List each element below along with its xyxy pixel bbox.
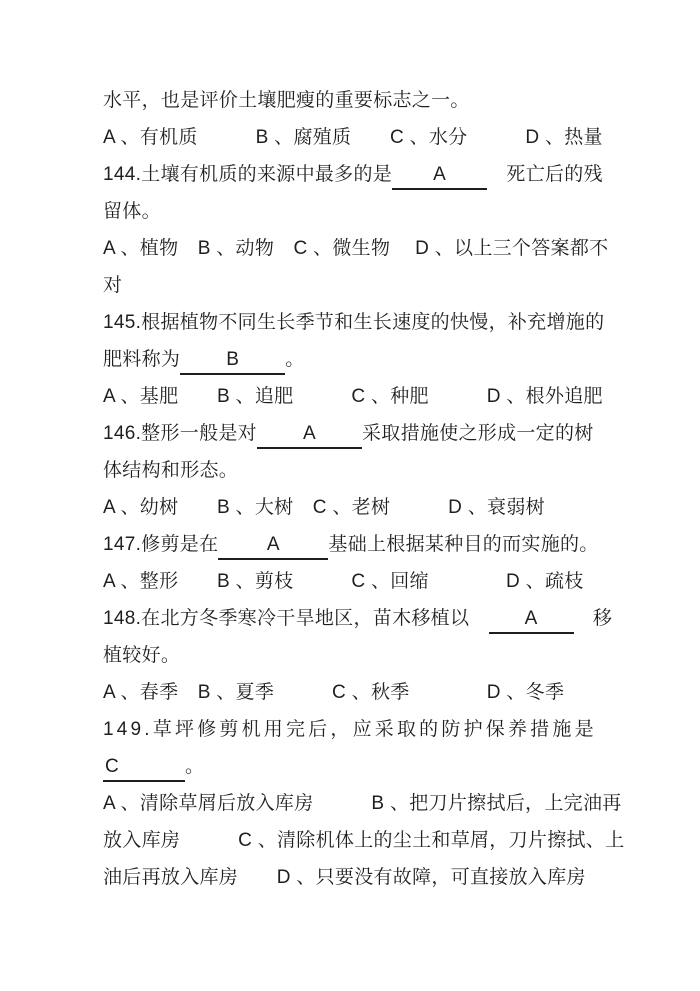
q146-stem xyxy=(103,415,613,452)
text-segment: 水平，也是评价土壤肥瘦的重要标志之一。 xyxy=(103,90,470,111)
q144-options xyxy=(103,230,613,267)
text-segment: 死亡后的残 xyxy=(487,164,603,185)
text-segment: A 、幼树 B 、大树 C 、老树 D 、衰弱树 xyxy=(103,497,545,518)
q145-stem-cont xyxy=(103,341,613,378)
text-segment: 采取措施使之形成一定的树 xyxy=(361,423,594,444)
q143-stem-cont xyxy=(103,82,613,119)
q149-stem xyxy=(103,711,613,748)
answer-blank: A xyxy=(218,532,328,560)
text-segment: A 、基肥 B 、追肥 C 、种肥 D 、根外追肥 xyxy=(103,386,603,407)
q148-stem xyxy=(103,600,613,637)
text-segment: 留体。 xyxy=(103,201,161,222)
text-segment: 油后再放入库房 D 、只要没有故障，可直接放入库房 xyxy=(103,867,586,888)
text-segment: 放入库房 C 、清除机体上的尘土和草屑，刀片擦拭、上 xyxy=(103,830,625,851)
q149-options xyxy=(103,785,622,822)
q148-stem-cont xyxy=(103,637,613,674)
q147-options xyxy=(103,563,613,600)
q144-options-cont xyxy=(103,267,613,304)
text-segment: 对 xyxy=(103,275,123,296)
text-segment: 148.在北方冬季寒冷干旱地区，苗木移植以 xyxy=(103,608,489,629)
text-segment: 基础上根据某种目的而实施的。 xyxy=(328,534,599,555)
q144-stem-cont xyxy=(103,193,613,230)
q149-options-cont2 xyxy=(103,859,613,896)
q144-stem xyxy=(103,156,613,193)
q145-stem xyxy=(103,304,613,341)
answer-blank: A xyxy=(257,421,362,449)
text-segment: 146.整形一般是对 xyxy=(103,423,257,444)
text-segment: 肥料称为 xyxy=(103,349,181,370)
answer-blank: A xyxy=(489,606,574,634)
q146-stem-cont xyxy=(103,452,613,489)
text-segment: 149.草坪修剪机用完后，应采取的防护保养措施是 xyxy=(103,719,597,740)
text-segment: 体结构和形态。 xyxy=(103,460,239,481)
text-segment: 145.根据植物不同生长季节和生长速度的快慢，补充增施的 xyxy=(103,312,605,333)
text-segment: 移 xyxy=(573,608,613,629)
text-segment: A 、有机质 B 、腐殖质 C 、水分 D 、热量 xyxy=(103,127,603,148)
text-segment: 147.修剪是在 xyxy=(103,534,219,555)
q143-options xyxy=(103,119,613,156)
q145-options xyxy=(103,378,613,415)
q149-answer xyxy=(103,748,613,785)
text-segment: A 、春季 B 、夏季 C 、秋季 D 、冬季 xyxy=(103,682,565,703)
text-segment: 。 xyxy=(285,349,305,370)
q148-options xyxy=(103,674,613,711)
document-body xyxy=(103,82,625,896)
q146-options xyxy=(103,489,613,526)
text-segment: A 、整形 B 、剪枝 C 、回缩 D 、疏枝 xyxy=(103,571,584,592)
answer-blank: A xyxy=(392,162,487,190)
text-segment: 。 xyxy=(185,756,205,777)
text-segment: A 、清除草屑后放入库房 B 、把刀片擦拭后，上完油再 xyxy=(103,793,622,814)
q147-stem xyxy=(103,526,613,563)
q149-options-cont xyxy=(103,822,625,859)
answer-blank: C xyxy=(103,754,185,782)
text-segment: 植较好。 xyxy=(103,645,181,666)
text-segment: 144.土壤有机质的来源中最多的是 xyxy=(103,164,393,185)
text-segment: A 、植物 B 、动物 C 、微生物 D 、以上三个答案都不 xyxy=(103,238,609,259)
answer-blank: B xyxy=(180,347,285,375)
